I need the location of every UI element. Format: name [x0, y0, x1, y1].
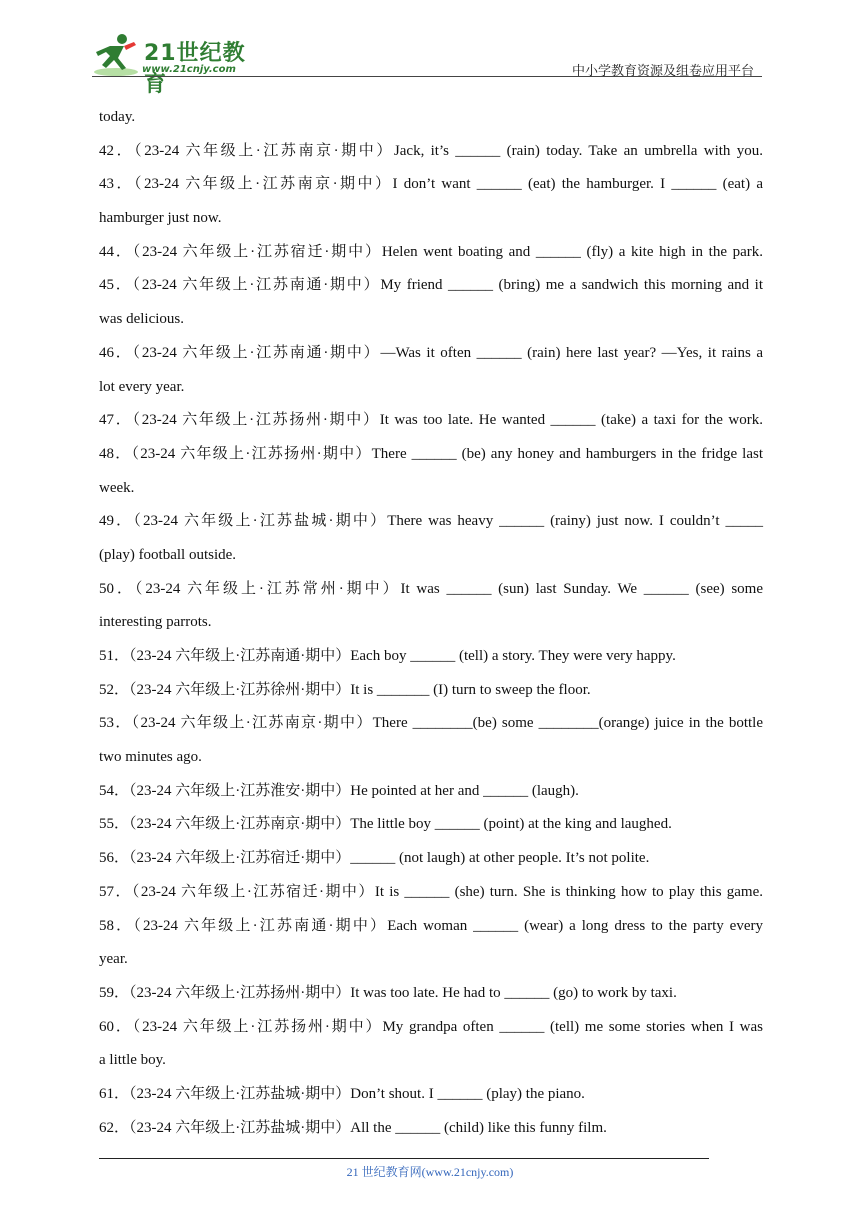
- footer-divider: [99, 1158, 709, 1159]
- text-line: 58．（23-24 六年级上·江苏南通·期中）Each woman ______ (wear) a long dress to the party every: [99, 917, 763, 934]
- text-line: 46．（23-24 六年级上·江苏南通·期中）—Was it often ______ (rain) here last year? —Yes, it rains a: [99, 344, 763, 361]
- text-line: 49．（23-24 六年级上·江苏盐城·期中）There was heavy ______ (rainy) just now. I couldn’t _____: [99, 513, 763, 530]
- text-line: 54．（23-24 六年级上·江苏淮安·期中）He pointed at her and ______ (laugh).: [99, 782, 579, 799]
- header-platform-text: 中小学教育资源及组卷应用平台: [571, 64, 754, 79]
- site-logo: [92, 32, 262, 97]
- text-line: 44．（23-24 六年级上·江苏宿迁·期中）Helen went boating and ______ (fly) a kite high in the park.: [99, 243, 763, 260]
- logo-text: 21世纪教育: [144, 41, 246, 97]
- text-line: 53．（23-24 六年级上·江苏南京·期中）There ________(be) some ________(orange) juice in the bottle: [99, 715, 763, 732]
- footer-source: 21 世纪教育网(www.21cnjy.com): [346, 1165, 514, 1179]
- text-line: 45．（23-24 六年级上·江苏南通·期中）My friend ______ (bring) me a sandwich this morning and it: [99, 277, 763, 294]
- text-line: interesting parrots.: [99, 614, 212, 631]
- text-line: 59．（23-24 六年级上·江苏扬州·期中）It was too late. He had to ______ (go) to work by taxi.: [99, 984, 677, 1001]
- text-line: 56．（23-24 六年级上·江苏宿迁·期中）______ (not laugh) at other people. It’s not polite.: [99, 850, 650, 867]
- runner-logo-icon: [92, 32, 142, 78]
- text-line: a little boy.: [99, 1052, 166, 1069]
- text-line: 50．（23-24 六年级上·江苏常州·期中）It was ______ (sun) last Sunday. We ______ (see) some: [99, 580, 763, 597]
- text-line: hamburger just now.: [99, 210, 222, 227]
- text-line: 55．（23-24 六年级上·江苏南京·期中）The little boy ______ (point) at the king and laughed.: [99, 816, 672, 833]
- text-line: was delicious.: [99, 311, 184, 328]
- question-list: [99, 101, 763, 1145]
- text-line: 43．（23-24 六年级上·江苏南京·期中）I don’t want ______ (eat) the hamburger. I ______ (eat) a: [99, 176, 763, 193]
- text-line: 62．（23-24 六年级上·江苏盐城·期中）All the ______ (child) like this funny film.: [99, 1119, 607, 1136]
- text-line: two minutes ago.: [99, 749, 202, 766]
- page-header: [92, 30, 762, 97]
- text-line: 48．（23-24 六年级上·江苏扬州·期中）There ______ (be) any honey and hamburgers in the fridge last: [99, 445, 763, 462]
- text-line: 52．（23-24 六年级上·江苏徐州·期中）It is _______ (I) turn to sweep the floor.: [99, 681, 591, 698]
- text-line: 61．（23-24 六年级上·江苏盐城·期中）Don’t shout. I ______ (play) the piano.: [99, 1085, 585, 1102]
- text-line: 47．（23-24 六年级上·江苏扬州·期中）It was too late. He wanted ______ (take) a taxi for the work.: [99, 412, 763, 429]
- text-line: week.: [99, 479, 135, 496]
- header-divider: [92, 76, 762, 77]
- text-line: 60．（23-24 六年级上·江苏扬州·期中）My grandpa often ______ (tell) me some stories when I was: [99, 1018, 763, 1035]
- text-line: year.: [99, 951, 128, 968]
- text-line: 57．（23-24 六年级上·江苏宿迁·期中）It is ______ (she) turn. She is thinking how to play this game.: [99, 883, 763, 900]
- logo-url: www.21cnjy.com: [142, 64, 236, 75]
- text-line: today.: [99, 109, 136, 125]
- text-line: lot every year.: [99, 378, 185, 395]
- text-line: (play) football outside.: [99, 546, 237, 563]
- text-line: 42．（23-24 六年级上·江苏南京·期中）Jack, it’s ______ (rain) today. Take an umbrella with you.: [99, 142, 763, 159]
- text-line: 51．（23-24 六年级上·江苏南通·期中）Each boy ______ (tell) a story. They were very happy.: [99, 648, 676, 664]
